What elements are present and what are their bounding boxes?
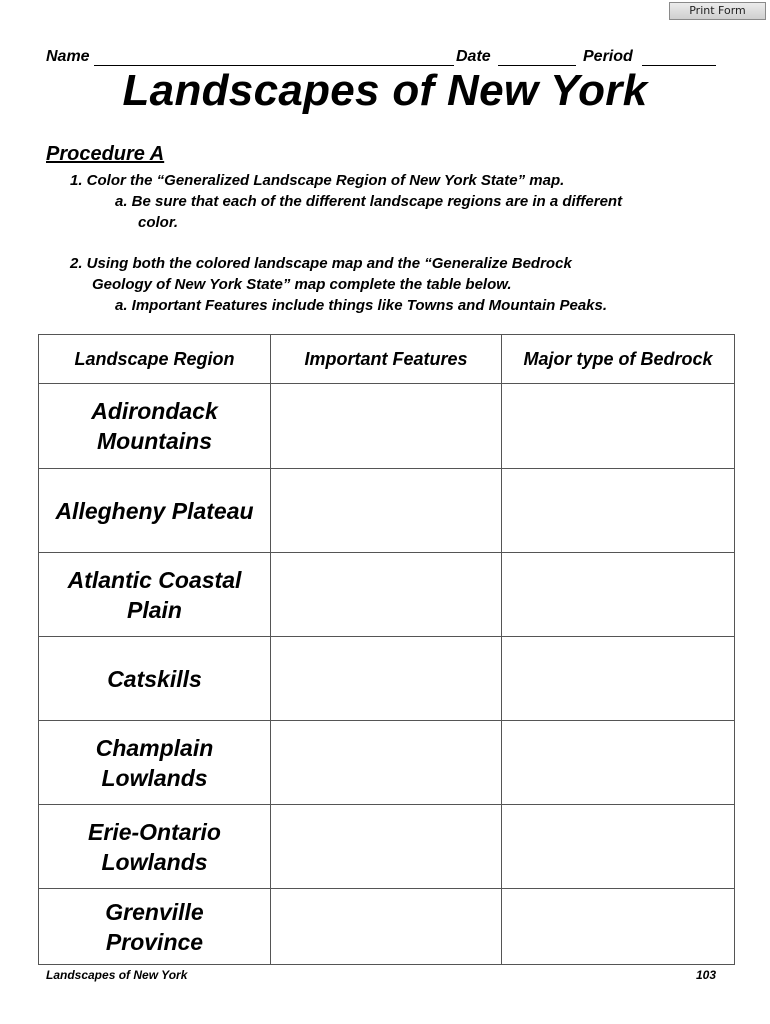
features-cell[interactable] (271, 637, 502, 721)
features-cell[interactable] (271, 721, 502, 805)
header-important-features: Important Features (271, 335, 502, 384)
table-row (39, 889, 735, 965)
header-major-bedrock: Major type of Bedrock (502, 335, 735, 384)
bedrock-cell[interactable] (502, 721, 735, 805)
bedrock-cell[interactable] (502, 384, 735, 469)
features-cell[interactable] (271, 384, 502, 469)
print-form-button[interactable]: Print Form (669, 2, 766, 20)
region-cell: Allegheny Plateau (39, 469, 271, 553)
procedure-heading: Procedure A (46, 143, 165, 165)
bedrock-cell[interactable] (502, 889, 735, 965)
bedrock-cell[interactable] (502, 469, 735, 553)
step-1a-line2: color. (138, 214, 179, 231)
table-row (39, 553, 735, 637)
bedrock-cell[interactable] (502, 553, 735, 637)
table-row (39, 721, 735, 805)
region-cell: Catskills (39, 637, 271, 721)
features-cell[interactable] (271, 805, 502, 889)
bedrock-cell[interactable] (502, 805, 735, 889)
step-1: 1. Color the “Generalized Landscape Region of New York State” map. (70, 172, 565, 189)
step-2a: a. Important Features include things like Towns and Mountain Peaks. (115, 297, 608, 314)
table-header-row (39, 335, 735, 384)
table-row (39, 805, 735, 889)
step-1a-line1: a. Be sure that each of the different landscape regions are in a different (115, 193, 623, 210)
region-cell: Erie-Ontario Lowlands (39, 805, 271, 889)
features-cell[interactable] (271, 889, 502, 965)
features-cell[interactable] (271, 469, 502, 553)
features-cell[interactable] (271, 553, 502, 637)
step-2-line1: 2. Using both the colored landscape map and the “Generalize Bedrock (70, 255, 572, 272)
step-2-line2: Geology of New York State” map complete the table below. (92, 276, 512, 293)
table-row (39, 637, 735, 721)
bedrock-cell[interactable] (502, 637, 735, 721)
page-title: Landscapes of New York (122, 66, 648, 115)
date-label: Date (456, 48, 491, 65)
header-landscape-region: Landscape Region (39, 335, 271, 384)
table-row (39, 384, 735, 469)
name-label: Name (46, 48, 90, 65)
landscape-table (38, 334, 735, 965)
region-cell: Champlain Lowlands (39, 721, 271, 805)
table-row (39, 469, 735, 553)
period-label: Period (583, 48, 633, 65)
page-number: 103 (696, 968, 717, 982)
region-cell: Grenville Province (39, 889, 271, 965)
region-cell: Atlantic Coastal Plain (39, 553, 271, 637)
footer-title: Landscapes of New York (46, 968, 188, 982)
region-cell: Adirondack Mountains (39, 384, 271, 469)
